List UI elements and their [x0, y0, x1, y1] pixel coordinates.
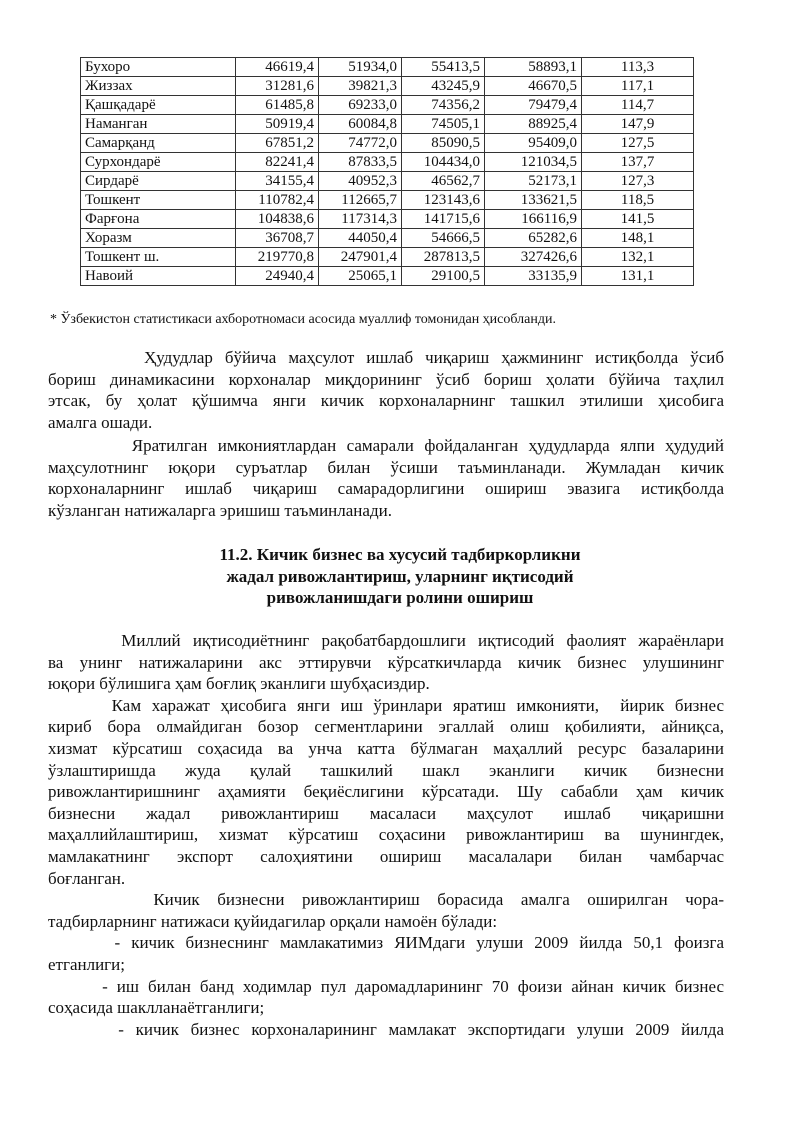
value-cell: 24940,4 — [236, 267, 319, 286]
value-cell: 121034,5 — [485, 153, 582, 172]
region-name-cell: Қашқадарё — [81, 96, 236, 115]
value-cell: 127,3 — [582, 172, 694, 191]
intro-paragraph-1 — [48, 347, 724, 433]
section-heading-line: 11.2. Кичик бизнес ва хусусий тадбиркорликни — [219, 545, 581, 564]
paragraph-line: этсак, бу ҳолат қўшимча янги кичик корхоналарнинг ташкил этилиши ҳисобига — [48, 391, 724, 411]
paragraph-line: юқори бўлишига ҳам боғлиқ эканлиги шубҳасиздир. — [48, 674, 430, 694]
paragraph-line: амалга ошади. — [48, 412, 153, 432]
region-name-cell: Фарғона — [81, 210, 236, 229]
value-cell: 127,5 — [582, 134, 694, 153]
region-name-cell: Самарқанд — [81, 134, 236, 153]
paragraph-line: бориш динамикасини корхоналар миқдорининг ўсиб бориш ҳолати бўйича таҳлил — [48, 369, 724, 389]
value-cell: 50919,4 — [236, 115, 319, 134]
body-paragraph — [48, 976, 724, 1019]
value-cell: 39821,3 — [319, 77, 402, 96]
value-cell: 95409,0 — [485, 134, 582, 153]
value-cell: 148,1 — [582, 229, 694, 248]
value-cell: 74356,2 — [402, 96, 485, 115]
paragraph-line: кўзланган натижаларга эришиш таъминланади. — [48, 500, 392, 520]
value-cell: 52173,1 — [485, 172, 582, 191]
paragraph-line: маҳаллийлаштириш, хизмат кўрсатиш соҳасини ривожлантириш ва шунингдек, — [48, 825, 724, 845]
paragraph-line: ва унинг натижаларини акс эттирувчи кўрсаткичларда кичик бизнес улушининг — [48, 652, 724, 672]
region-name-cell: Жиззах — [81, 77, 236, 96]
value-cell: 87833,5 — [319, 153, 402, 172]
table-row — [81, 77, 694, 96]
section-heading — [40, 544, 760, 609]
region-name-cell: Навоий — [81, 267, 236, 286]
region-name-cell: Тошкент ш. — [81, 248, 236, 267]
region-name-cell: Хоразм — [81, 229, 236, 248]
table-footnote: * Ўзбекистон статистикаси ахборотномаси асосида муаллиф томонидан ҳисобланди. — [50, 312, 556, 327]
table-row — [81, 267, 694, 286]
value-cell: 40952,3 — [319, 172, 402, 191]
value-cell: 55413,5 — [402, 58, 485, 77]
value-cell: 51934,0 — [319, 58, 402, 77]
table-row — [81, 191, 694, 210]
regional-statistics-table — [80, 57, 694, 286]
value-cell: 85090,5 — [402, 134, 485, 153]
paragraph-line: боғланган. — [48, 868, 126, 888]
value-cell: 104838,6 — [236, 210, 319, 229]
paragraph-line: Кичик бизнесни ривожлантириш борасида амалга оширилган чора- — [48, 890, 724, 910]
table-row — [81, 248, 694, 267]
value-cell: 112665,7 — [319, 191, 402, 210]
value-cell: 82241,4 — [236, 153, 319, 172]
value-cell: 131,1 — [582, 267, 694, 286]
value-cell: 54666,5 — [402, 229, 485, 248]
body-paragraph — [48, 889, 724, 932]
paragraph-line: Кам харажат ҳисобига янги иш ўринлари яратиш имконияти, йирик бизнес — [48, 695, 724, 715]
value-cell: 114,7 — [582, 96, 694, 115]
table-body — [81, 58, 694, 286]
value-cell: 287813,5 — [402, 248, 485, 267]
paragraph-line: Миллий иқтисодиётнинг рақобатбардошлиги иқтисодий фаолият жараёнлари — [48, 631, 724, 650]
value-cell: 34155,4 — [236, 172, 319, 191]
paragraph-line: - кичик бизнеснинг мамлакатимиз ЯИМдаги улуши 2009 йилда 50,1 фоизга — [48, 933, 724, 953]
value-cell: 113,3 — [582, 58, 694, 77]
value-cell: 74505,1 — [402, 115, 485, 134]
value-cell: 67851,2 — [236, 134, 319, 153]
paragraph-line: мамлакатнинг экспорт салоҳиятини ошириш масалалари билан чамбарчас — [48, 846, 724, 866]
value-cell: 110782,4 — [236, 191, 319, 210]
table-row — [81, 96, 694, 115]
region-name-cell: Сурхондарё — [81, 153, 236, 172]
value-cell: 46619,4 — [236, 58, 319, 77]
table-row — [81, 115, 694, 134]
value-cell: 33135,9 — [485, 267, 582, 286]
value-cell: 74772,0 — [319, 134, 402, 153]
paragraph-line: маҳсулотнинг юқори суръатлар билан ўсиши таъминланади. Жумладан кичик — [48, 457, 724, 477]
body-paragraph — [48, 695, 724, 889]
body-paragraph — [48, 630, 724, 695]
value-cell: 104434,0 — [402, 153, 485, 172]
paragraph-line: соҳасида шаклланаётганлиги; — [48, 998, 265, 1018]
region-name-cell: Наманган — [81, 115, 236, 134]
body-paragraph — [48, 1019, 724, 1041]
value-cell: 31281,6 — [236, 77, 319, 96]
value-cell: 61485,8 — [236, 96, 319, 115]
value-cell: 46670,5 — [485, 77, 582, 96]
value-cell: 147,9 — [582, 115, 694, 134]
value-cell: 69233,0 — [319, 96, 402, 115]
table-row — [81, 210, 694, 229]
paragraph-line: хизмат кўрсатиш соҳасида ва унча катта бўлмаган маҳаллий ресурс базаларини — [48, 738, 724, 758]
table-row — [81, 58, 694, 77]
value-cell: 133621,5 — [485, 191, 582, 210]
paragraph-line: Яратилган имкониятлардан самарали фойдаланган ҳудудларда ялпи ҳудудий — [48, 436, 724, 455]
value-cell: 247901,4 — [319, 248, 402, 267]
paragraph-line: Ҳудудлар бўйича маҳсулот ишлаб чиқариш ҳажмининг истиқболда ўсиб — [48, 348, 724, 367]
section-heading-line: ривожланишдаги ролини ошириш — [266, 588, 534, 607]
value-cell: 58893,1 — [485, 58, 582, 77]
paragraph-line: - кичик бизнес корхоналарининг мамлакат экспортидаги улуши 2009 йилда — [48, 1019, 724, 1039]
region-name-cell: Бухоро — [81, 58, 236, 77]
paragraph-line: - иш билан банд ходимлар пул даромадларининг 70 фоизи айнан кичик бизнес — [48, 976, 724, 996]
paragraph-line: ривожлантиришнинг аҳамияти беқиёслигини кўрсатади. Шу сабабли ҳам кичик — [48, 782, 724, 802]
value-cell: 166116,9 — [485, 210, 582, 229]
body-paragraph — [48, 932, 724, 975]
value-cell: 132,1 — [582, 248, 694, 267]
value-cell: 137,7 — [582, 153, 694, 172]
value-cell: 141715,6 — [402, 210, 485, 229]
table-row — [81, 172, 694, 191]
value-cell: 327426,6 — [485, 248, 582, 267]
paragraph-line: корхоналарнинг ишлаб чиқариш самарадорлигини ошириш эвазига истиқболда — [48, 479, 724, 499]
value-cell: 219770,8 — [236, 248, 319, 267]
value-cell: 88925,4 — [485, 115, 582, 134]
value-cell: 118,5 — [582, 191, 694, 210]
table-row — [81, 134, 694, 153]
value-cell: 60084,8 — [319, 115, 402, 134]
paragraph-line: тадбирларнинг натижаси қуйидагилар орқали намоён бўлади: — [48, 911, 498, 931]
value-cell: 46562,7 — [402, 172, 485, 191]
value-cell: 141,5 — [582, 210, 694, 229]
table-row — [81, 229, 694, 248]
section-heading-line: жадал ривожлантириш, уларнинг иқтисодий — [226, 566, 574, 586]
value-cell: 43245,9 — [402, 77, 485, 96]
value-cell: 117314,3 — [319, 210, 402, 229]
region-name-cell: Тошкент — [81, 191, 236, 210]
paragraph-line: бизнесни жадал ривожлантириш масаласи маҳсулот ишлаб чиқаришни — [48, 803, 724, 823]
value-cell: 36708,7 — [236, 229, 319, 248]
paragraph-line: кириб бора олмайдиган бозор сегментларини эгаллай олиш қобилияти, айниқса, — [48, 717, 724, 737]
value-cell: 25065,1 — [319, 267, 402, 286]
value-cell: 117,1 — [582, 77, 694, 96]
region-name-cell: Сирдарё — [81, 172, 236, 191]
value-cell: 44050,4 — [319, 229, 402, 248]
intro-paragraph-2 — [48, 435, 724, 521]
paragraph-line: етганлиги; — [48, 954, 125, 974]
value-cell: 29100,5 — [402, 267, 485, 286]
table-row — [81, 153, 694, 172]
value-cell: 79479,4 — [485, 96, 582, 115]
value-cell: 123143,6 — [402, 191, 485, 210]
paragraph-line: ўзлаштиришда жуда қулай ташкилий шакл эканлиги кичик бизнесни — [48, 760, 724, 780]
value-cell: 65282,6 — [485, 229, 582, 248]
